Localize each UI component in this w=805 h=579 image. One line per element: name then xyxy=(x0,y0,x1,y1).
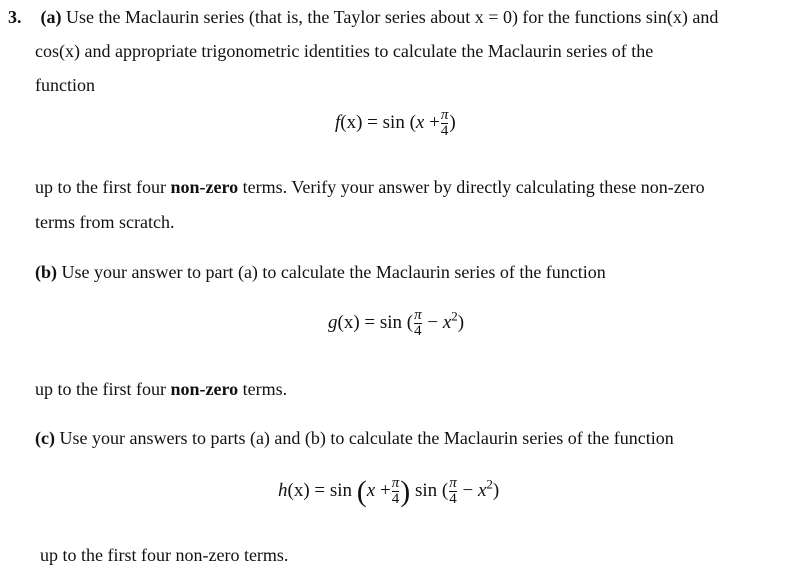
part-c-line-1 xyxy=(35,427,674,449)
part-c-after: up to the first four non-zero terms. xyxy=(40,545,289,565)
part-b-line-1 xyxy=(35,261,606,283)
eq-g-fraction xyxy=(414,308,422,339)
equation-g xyxy=(328,308,464,339)
eq-h-num-1: π xyxy=(391,475,400,491)
part-b-after-bold: non-zero xyxy=(170,379,239,399)
eq-g-var: x xyxy=(442,311,452,333)
part-c-text-1: Use your answers to parts (a) and (b) to calculate the Maclaurin series of the function xyxy=(54,428,674,448)
part-a-text-1: Use the Maclaurin series (that is, the Taylor series about x = 0) for the functions sin(x) and xyxy=(61,7,719,27)
equation-f xyxy=(335,108,456,139)
eq-f-fraction xyxy=(441,108,449,139)
eq-h-close-1: ) xyxy=(400,474,411,508)
part-a-text-3: function xyxy=(35,75,95,95)
part-a-after-2: terms from scratch. xyxy=(35,212,175,232)
part-a-after-1-post: terms. Verify your answer by directly calculating these non-zero xyxy=(238,177,705,197)
part-b-label: (b) xyxy=(35,262,57,282)
eq-h-lhs: h xyxy=(278,479,288,501)
part-b-after-post: terms. xyxy=(238,379,288,399)
part-a-label: (a) xyxy=(40,7,62,27)
eq-h-fraction-1 xyxy=(392,476,400,507)
eq-h-fraction-2 xyxy=(449,476,457,507)
eq-h-den-1: 4 xyxy=(391,491,400,507)
eq-f-plus: + xyxy=(424,111,440,133)
eq-h-num-2: π xyxy=(449,475,457,491)
equation-h xyxy=(278,476,499,507)
problem-number: 3. xyxy=(8,7,22,27)
eq-g-lhs: g xyxy=(328,311,338,333)
part-a-text-2: cos(x) and appropriate trigonometric identities to calculate the Maclaurin series of the xyxy=(35,41,654,61)
eq-h-minus: − xyxy=(457,479,478,501)
eq-h-close-2: ) xyxy=(492,479,500,501)
eq-f-lhs: f xyxy=(335,111,341,133)
part-a-after-1-pre: up to the first four xyxy=(35,177,171,197)
eq-g-minus: − xyxy=(422,311,443,333)
eq-g-close: ) xyxy=(457,311,465,333)
eq-g-mid: (x) = sin ( xyxy=(337,311,414,333)
eq-h-plus: + xyxy=(375,479,391,501)
eq-h-var-2: x xyxy=(477,479,487,501)
eq-f-var: x xyxy=(415,111,425,133)
eq-f-mid: (x) = sin ( xyxy=(340,111,416,133)
eq-h-exp: 2 xyxy=(486,476,493,492)
part-a-line-1 xyxy=(8,6,718,28)
eq-h-sin2: sin ( xyxy=(410,479,449,501)
eq-h-var: x xyxy=(366,479,376,501)
part-b-after-pre: up to the first four xyxy=(35,379,171,399)
eq-f-num: π xyxy=(440,107,449,123)
eq-g-num: π xyxy=(414,307,422,323)
part-c-label: (c) xyxy=(35,428,55,448)
eq-h-mid: (x) = sin xyxy=(287,479,357,501)
eq-h-open: ( xyxy=(356,474,367,508)
part-b-after xyxy=(35,378,287,400)
eq-h-den-2: 4 xyxy=(449,491,457,507)
eq-g-exp: 2 xyxy=(451,308,458,324)
part-b-text-1: Use your answer to part (a) to calculate the Maclaurin series of the function xyxy=(57,262,606,282)
eq-f-close: ) xyxy=(449,111,456,133)
eq-g-den: 4 xyxy=(414,323,422,339)
part-a-after-1 xyxy=(35,176,705,198)
part-a-after-1-bold: non-zero xyxy=(170,177,239,197)
eq-f-den: 4 xyxy=(440,123,449,139)
